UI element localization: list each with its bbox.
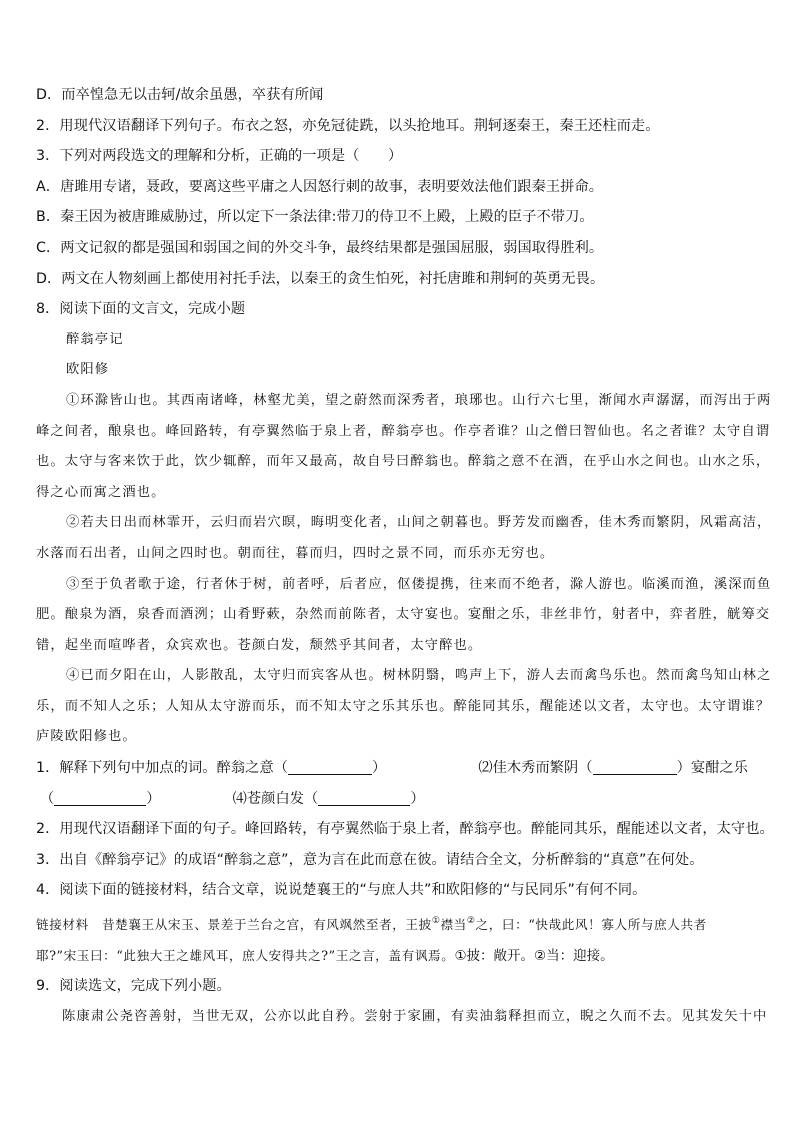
answer-blank-3[interactable] [54,789,146,806]
essay-author: 欧阳修 [66,362,110,378]
option-c: C．两文记叙的都是强国和弱国之间的外交斗争，最终结果都是强国屈服，弱国取得胜利。 [36,239,604,256]
question-1-row-2 [36,784,764,815]
option-a: A．唐雎用专诸，聂政，要离这些平庸之人因怒行刺的故事，表明要效法他们跟秦王拼命。 [36,178,604,195]
paragraph-3-line-1: ③至于负者歌于途，行者休于树，前者呼，后者应，伛偻提携，往来而不绝者，滁人游也。临溪而渔，溪深而鱼 [66,576,772,592]
answer-blank-2[interactable] [593,758,677,775]
paragraph-3-line-2: 肥。酿泉为酒，泉香而酒洌；山肴野蔌，杂然而前陈者，太守宴也。宴酣之乐，非丝非竹，射者中，弈者胜，觥筹交 [36,607,771,623]
link-text-b: 襟当 [440,917,467,933]
q1-close-1: ） [372,760,387,777]
question-3-idiom: 3．出自《醉翁亭记》的成语“醉翁之意”，意为言在此而意在彼。请结合全文，分析醉翁的“真意”在何处。 [36,851,704,868]
footnote-2-marker: ② [466,916,476,927]
paragraph-1-line-1: ①环滁皆山也。其西南诸峰，林壑尤美，望之蔚然而深秀者，琅琊也。山行六七里，渐闻水声潺潺，而泻出于两 [66,392,772,408]
link-material-line-2 [36,941,764,972]
q1-prompt: 1．解释下列句中加点的词。醉翁之意（ [36,760,289,777]
q1-open-3: （ [40,790,55,807]
link-material-line-1 [36,906,764,941]
q1-item-4: ⑷苍颜白发（ [232,790,319,807]
link-text-c: 之，曰：“快哉此风！寡人所与庶人共者 [475,917,707,933]
paragraph-2-line-1: ②若夫日出而林霏开，云归而岩穴暝，晦明变化者，山间之朝暮也。野芳发而幽香，佳木秀而繁阴，风霜高洁， [66,515,772,531]
paragraph-3-line-3: 错，起坐而喧哗者，众宾欢也。苍颜白发，颓然乎其间者，太守醉也。 [36,637,483,653]
option-b: B．秦王因为被唐雎威胁过，所以定下一条法律:带刀的侍卫不上殿，上殿的臣子不带刀。 [36,209,594,226]
paragraph-1-line-2: 峰之间者，酿泉也。峰回路转，有亭翼然临于泉上者，醉翁亭也。作亭者谁？山之僧曰智仙也。名之者谁？太守自谓 [36,423,771,439]
answer-blank-1[interactable] [288,758,372,775]
q1-item-2: ⑵佳木秀而繁阴（ [478,760,593,777]
question-2: 2．用现代汉语翻译下面的句子。峰回路转，有亭翼然临于泉上者，醉翁亭也。醉能同其乐，醒能述以文者，太守也。 [36,821,774,838]
option-d: D．两文在人物刻画上都使用衬托手法，以秦王的贪生怕死，衬托唐雎和荆轲的英勇无畏。 [36,270,605,287]
q1-item-3: ）宴酣之乐 [676,760,749,777]
paragraph-1-line-3: 也。太守与客来饮于此，饮少辄醉，而年又最高，故自号曰醉翁也。醉翁之意不在酒，在乎山水之间也。山水之乐， [36,454,771,470]
essay-title: 醉翁亭记 [66,331,124,347]
paragraph-4-line-1: ④已而夕阳在山，人影散乱，太守归而宾客从也。树林阴翳，鸣声上下，游人去而禽鸟乐也。然而禽鸟知山林之 [66,668,772,684]
footnotes: ①披：敞开。②当：迎接。 [454,947,614,964]
paragraph-9-line-1: 陈康肃公尧咨善射，当世无双，公亦以此自矜。尝射于家圃，有卖油翁释担而立，睨之久而不去。见其发矢十中 [62,1008,768,1024]
question-4: 4．阅读下面的链接材料，结合文章，说说楚襄王的“与庶人共”和欧阳修的“与民同乐”有何不同。 [36,882,647,899]
paragraph-4-line-2: 乐，而不知人之乐；人知从太守游而乐，而不知太守之乐其乐也。醉能同其乐，醒能述以文者，太守也。太守谓谁？ [36,698,771,714]
link-text-a: 链接材料 昔楚襄王从宋玉、景差于兰台之宫，有风飒然至者，王披 [36,917,432,933]
footnote-1-marker: ① [431,916,441,927]
question-8-heading: 8．阅读下面的文言文，完成小题 [36,301,246,318]
paragraph-2-line-2: 水落而石出者，山间之四时也。朝而往，暮而归，四时之景不同，而乐亦无穷也。 [36,545,555,561]
answer-blank-4[interactable] [318,789,410,806]
question-1-row-1 [36,753,764,784]
paragraph-4-line-3: 庐陵欧阳修也。 [36,729,137,745]
question-9-heading: 9．阅读选文，完成下列小题。 [36,978,231,995]
question-3: 3．下列对两段选文的理解和分析，正确的一项是（ ） [36,148,403,165]
link-text-d: 耶?”宋玉曰：“此独大王之雄风耳，庶人安得共之?”王之言，盖有讽焉。 [36,947,455,963]
question-2-translate: 2．用现代汉语翻译下列句子。布衣之怒，亦免冠徒跣，以头抢地耳。荆轲逐秦王，秦王还柱而走。 [36,117,660,134]
paragraph-1-line-4: 得之心而寓之酒也。 [36,484,166,500]
option-d-q1: D．而卒惶急无以击轲/故余虽愚，卒获有所闻 [36,87,324,103]
q1-close-4: ） [410,790,425,807]
q1-close-3: ） [146,790,161,807]
